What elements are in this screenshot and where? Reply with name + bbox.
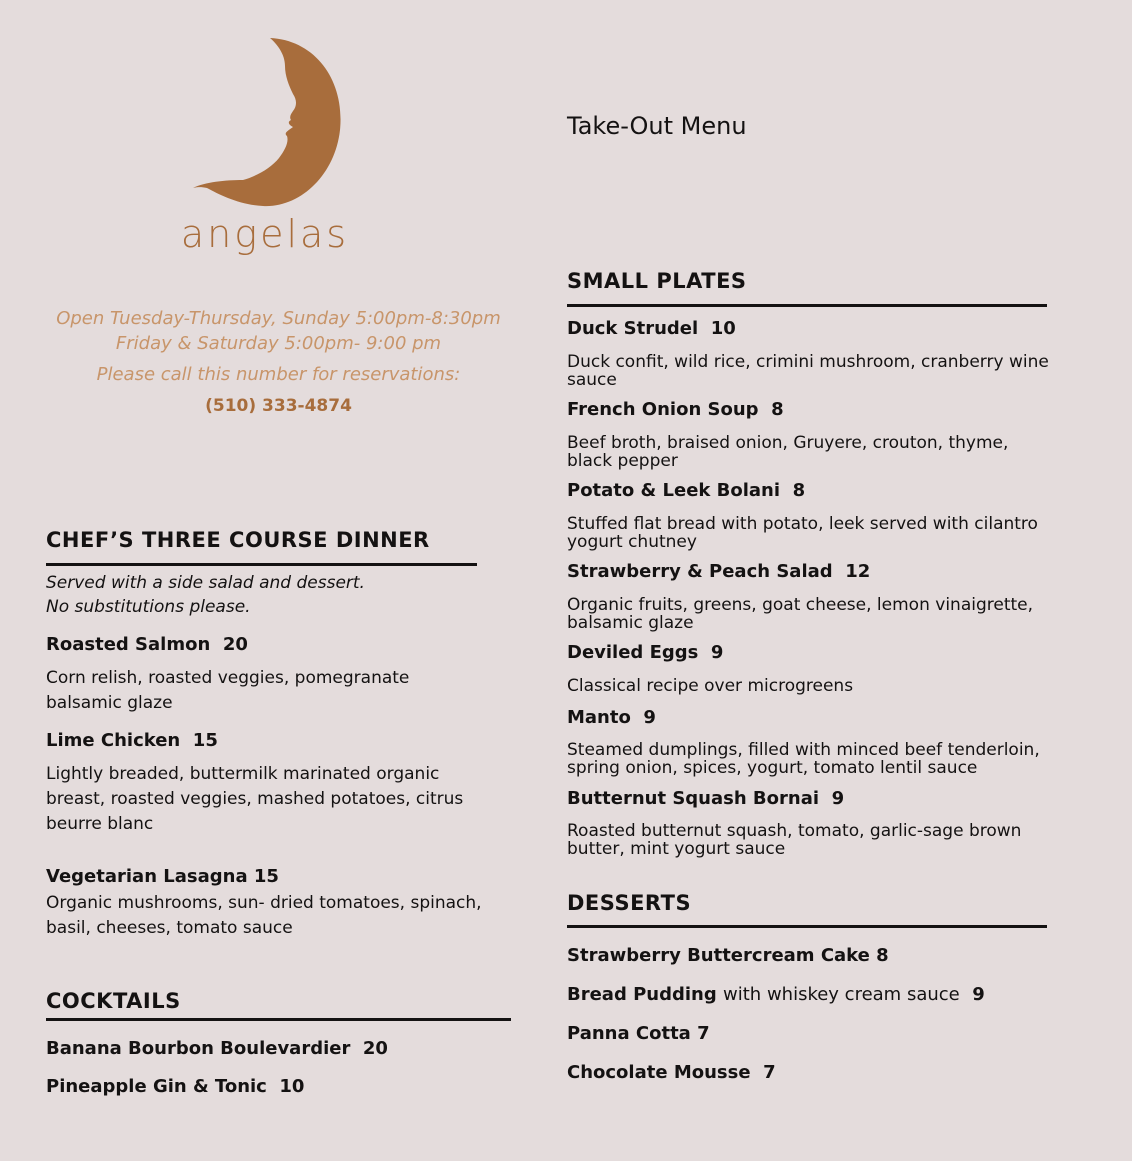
- desserts-heading: DESSERTS: [567, 891, 692, 915]
- menu-item-description: Duck confit, wild rice, crimini mushroom, cranberry wine sauce: [567, 352, 1049, 390]
- menu-item-description: Corn relish, roasted veggies, pomegranate balsamic glaze: [46, 668, 410, 713]
- menu-item-name: Pineapple Gin & Tonic 10: [46, 1076, 305, 1097]
- phone-number[interactable]: (510) 333-4874: [205, 396, 352, 416]
- menu-item-description: Organic fruits, greens, goat cheese, lemon vinaigrette, balsamic glaze: [567, 595, 1034, 633]
- menu-item-name: Duck Strudel 10: [567, 318, 736, 339]
- page-title: Take-Out Menu: [567, 112, 747, 140]
- menu-item-name: Banana Bourbon Boulevardier 20: [46, 1038, 388, 1059]
- menu-item-name: Potato & Leek Bolani 8: [567, 480, 806, 501]
- chef-dinner-divider: [46, 563, 477, 566]
- menu-item-description: Stuffed flat bread with potato, leek served with cilantro yogurt chutney: [567, 514, 1038, 552]
- small-plates-heading: SMALL PLATES: [567, 269, 747, 293]
- menu-item-name: Strawberry & Peach Salad 12: [567, 561, 871, 582]
- menu-item-description: Classical recipe over microgreens: [567, 676, 854, 696]
- reservation-note: Please call this number for reservations:: [96, 364, 461, 385]
- menu-item-description: Roasted butternut squash, tomato, garlic-sage brown butter, mint yogurt sauce: [567, 821, 1022, 859]
- hours-line-2: Friday & Saturday 5:00pm- 9:00 pm: [115, 333, 442, 354]
- menu-item-name: Lime Chicken 15: [46, 730, 218, 751]
- menu-item-description: Lightly breaded, buttermilk marinated organic breast, roasted veggies, mashed potatoes, citrus beurre blanc: [46, 764, 464, 834]
- crescent-face-logo-icon: [185, 30, 355, 210]
- chef-dinner-heading: CHEF’S THREE COURSE DINNER: [46, 528, 430, 552]
- menu-item-name: Vegetarian Lasagna 15: [46, 866, 279, 887]
- chef-dinner-note-1: Served with a side salad and dessert.: [46, 573, 365, 593]
- brand-wordmark: angelas: [180, 212, 350, 256]
- cocktails-divider: [46, 1018, 511, 1021]
- menu-item-description: Beef broth, braised onion, Gruyere, crouton, thyme, black pepper: [567, 433, 1009, 471]
- menu-item-description: Organic mushrooms, sun- dried tomatoes, spinach, basil, cheeses, tomato sauce: [46, 893, 482, 938]
- desserts-divider: [567, 925, 1047, 928]
- menu-item-name: French Onion Soup 8: [567, 399, 784, 420]
- menu-item-name: Butternut Squash Bornai 9: [567, 788, 845, 809]
- menu-item-name: Deviled Eggs 9: [567, 642, 724, 663]
- menu-item-name: Bread Pudding with whiskey cream sauce 9: [567, 984, 985, 1005]
- menu-item-name: Manto 9: [567, 707, 656, 728]
- menu-item-name: Strawberry Buttercream Cake 8: [567, 945, 889, 966]
- menu-item-name: Panna Cotta 7: [567, 1023, 710, 1044]
- menu-item-description: Steamed dumplings, filled with minced beef tenderloin, spring onion, spices, yogurt, tomato lentil sauce: [567, 740, 1040, 778]
- small-plates-divider: [567, 304, 1047, 307]
- hours-line-1: Open Tuesday-Thursday, Sunday 5:00pm-8:30pm: [56, 308, 501, 329]
- chef-dinner-note-2: No substitutions please.: [46, 597, 251, 617]
- cocktails-heading: COCKTAILS: [46, 989, 181, 1013]
- menu-item-name: Roasted Salmon 20: [46, 634, 248, 655]
- menu-item-name: Chocolate Mousse 7: [567, 1062, 776, 1083]
